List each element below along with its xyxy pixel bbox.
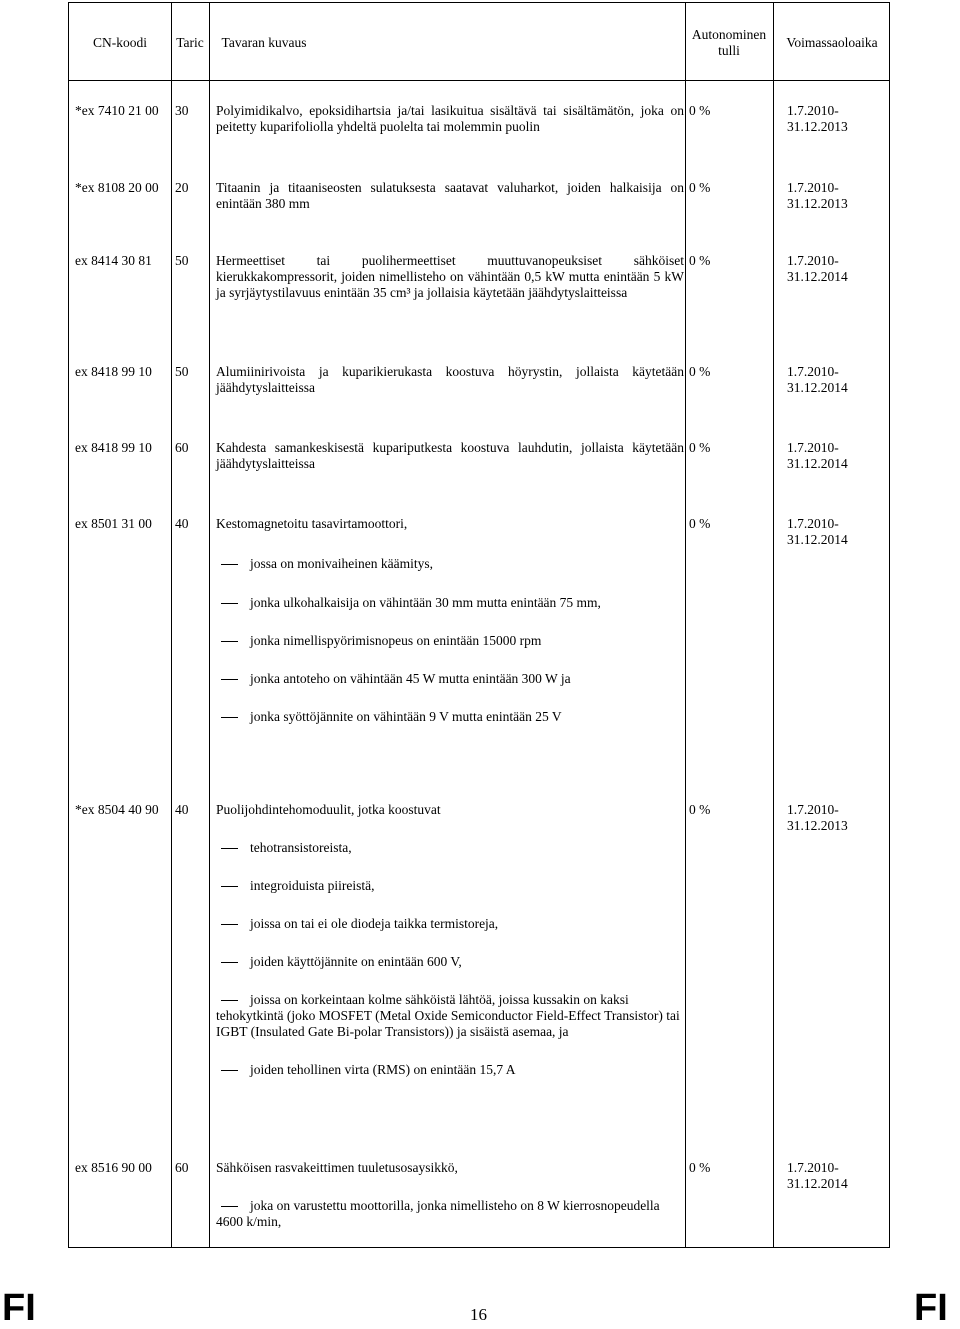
header-autonomous-duty [685, 27, 773, 59]
language-code-left: FI [2, 1287, 36, 1329]
goods-description: Sähköisen rasvakeittimen tuuletusosaysikkö, [216, 1160, 458, 1175]
dash-bullet-icon [221, 603, 238, 604]
subitem-text: joka on varustettu moottorilla, jonka nimellisteho on 8 W kierrosnopeudella 4600 k/min, [216, 1198, 660, 1229]
description-subitem [216, 671, 684, 687]
cn-code: ex 8501 31 00 [75, 516, 152, 531]
taric-code: 30 [175, 103, 189, 118]
cn-code: ex 8516 90 00 [75, 1160, 152, 1175]
subitem-text: integroiduista piireistä, [250, 878, 375, 893]
dash-bullet-icon [221, 1206, 238, 1207]
description-subitem [216, 878, 684, 894]
validity-end: 31.12.2014 [787, 1176, 848, 1191]
dash-bullet-icon [221, 1000, 238, 1001]
goods-description: Alumiinirivoista ja kuparikierukasta koostuva höyrystin, jollaista käytetään jäähdytyslaitteissa [216, 364, 684, 395]
subitem-text: joissa on korkeintaan kolme sähköistä lähtöä, joissa kussakin on kaksi tehokytkintä (joko MOSFET (Metal Oxide Semiconductor Field-Effect Transistor) tai IGBT (Insulated Gate Bi-polar Transistors)) ja sisäistä asemaa, ja [216, 992, 680, 1039]
dash-bullet-icon [221, 886, 238, 887]
subitem-text: jossa on monivaiheinen käämitys, [250, 556, 433, 571]
description-subitem [216, 709, 684, 725]
validity-period [787, 516, 887, 548]
subitem-text: jonka antoteho on vähintään 45 W mutta enintään 300 W ja [250, 671, 571, 686]
validity-period [787, 440, 887, 472]
description-subitem [216, 1062, 684, 1078]
validity-start: 1.7.2010- [787, 364, 839, 379]
subitem-text: jonka nimellispyörimisnopeus on enintään 15000 rpm [250, 633, 542, 648]
validity-start: 1.7.2010- [787, 103, 839, 118]
validity-end: 31.12.2013 [787, 818, 848, 833]
validity-period [787, 1160, 887, 1192]
duty-rate: 0 % [689, 253, 711, 268]
header-divider [69, 80, 889, 81]
validity-start: 1.7.2010- [787, 180, 839, 195]
duty-rate: 0 % [689, 103, 711, 118]
dash-bullet-icon [221, 717, 238, 718]
validity-end: 31.12.2013 [787, 119, 848, 134]
subitem-text: jonka ulkohalkaisija on vähintään 30 mm mutta enintään 75 mm, [250, 595, 601, 610]
duty-rate: 0 % [689, 180, 711, 195]
subitem-text: jonka syöttöjännite on vähintään 9 V mutta enintään 25 V [250, 709, 562, 724]
subitem-text: tehotransistoreista, [250, 840, 352, 855]
goods-description: Titaanin ja titaaniseosten sulatuksesta saatavat valuharkot, joiden halkaisija on enintään 380 mm [216, 180, 684, 211]
description-subitem [216, 1198, 684, 1230]
dash-bullet-icon [221, 848, 238, 849]
description-subitem [216, 992, 684, 1040]
header-duty-line1: Autonominen [691, 27, 767, 42]
dash-bullet-icon [221, 679, 238, 680]
taric-code: 50 [175, 253, 189, 268]
duty-rate: 0 % [689, 364, 711, 379]
validity-end: 31.12.2014 [787, 456, 848, 471]
duty-rate: 0 % [689, 440, 711, 455]
duty-rate: 0 % [689, 1160, 711, 1175]
taric-code: 60 [175, 1160, 189, 1175]
header-duty-line2: tulli [718, 43, 740, 58]
validity-start: 1.7.2010- [787, 516, 839, 531]
validity-end: 31.12.2014 [787, 532, 848, 547]
duty-rate: 0 % [689, 516, 711, 531]
taric-code: 60 [175, 440, 189, 455]
validity-start: 1.7.2010- [787, 1160, 839, 1175]
column-divider [209, 3, 210, 1247]
validity-period [787, 802, 887, 834]
taric-code: 40 [175, 802, 189, 817]
subitem-text: joiden tehollinen virta (RMS) on enintään 15,7 A [250, 1062, 516, 1077]
validity-start: 1.7.2010- [787, 253, 839, 268]
header-taric: Taric [176, 35, 204, 50]
taric-code: 20 [175, 180, 189, 195]
description-subitem [216, 916, 684, 932]
header-cn-code: CN-koodi [93, 35, 147, 50]
duty-rate: 0 % [689, 802, 711, 817]
cn-code: *ex 7410 21 00 [75, 103, 159, 118]
tariff-table [68, 2, 890, 1248]
dash-bullet-icon [221, 962, 238, 963]
description-subitem [216, 840, 684, 856]
cn-code: ex 8414 30 81 [75, 253, 152, 268]
header-description: Tavaran kuvaus [221, 35, 307, 50]
validity-end: 31.12.2014 [787, 380, 848, 395]
header-validity: Voimassaoloaika [786, 35, 878, 50]
dash-bullet-icon [221, 924, 238, 925]
cn-code: *ex 8504 40 90 [75, 802, 159, 817]
validity-period [787, 103, 887, 135]
goods-description: Kestomagnetoitu tasavirtamoottori, [216, 516, 408, 531]
description-subitem [216, 556, 684, 572]
goods-description: Puolijohdintehomoduulit, jotka koostuvat [216, 802, 441, 817]
validity-end: 31.12.2014 [787, 269, 848, 284]
taric-code: 50 [175, 364, 189, 379]
column-divider [685, 3, 686, 1247]
dash-bullet-icon [221, 564, 238, 565]
taric-code: 40 [175, 516, 189, 531]
goods-description: Polyimidikalvo, epoksidihartsia ja/tai lasikuitua sisältävä tai sisältämätön, joka on peitetty kuparifoliolla yhdeltä puolelta tai molemmin puolin [216, 103, 684, 134]
cn-code: ex 8418 99 10 [75, 364, 152, 379]
dash-bullet-icon [221, 1070, 238, 1071]
description-subitem [216, 633, 684, 649]
subitem-text: joiden käyttöjännite on enintään 600 V, [250, 954, 462, 969]
dash-bullet-icon [221, 641, 238, 642]
column-divider [773, 3, 774, 1247]
cn-code: *ex 8108 20 00 [75, 180, 159, 195]
goods-description: Kahdesta samankeskisestä kupariputkesta koostuva lauhdutin, jollaista käytetään jäähdytyslaitteissa [216, 440, 684, 471]
page-number: 16 [470, 1305, 487, 1324]
subitem-text: joissa on tai ei ole diodeja taikka termistoreja, [250, 916, 499, 931]
validity-period [787, 364, 887, 396]
validity-period [787, 180, 887, 212]
validity-start: 1.7.2010- [787, 802, 839, 817]
description-subitem [216, 954, 684, 970]
validity-start: 1.7.2010- [787, 440, 839, 455]
language-code-right: FI [914, 1287, 948, 1329]
validity-end: 31.12.2013 [787, 196, 848, 211]
cn-code: ex 8418 99 10 [75, 440, 152, 455]
validity-period [787, 253, 887, 285]
goods-description: Hermeettiset tai puolihermeettiset muuttuvanopeuksiset sähköiset kierukkakompressorit, joiden nimellisteho on vähintään 0,5 kW mutta enintään 5 kW ja syrjäytystilavuus enintään 35 cm³ ja jollaisia käytetään jäähdytyslaitteissa [216, 253, 684, 300]
description-subitem [216, 595, 684, 611]
